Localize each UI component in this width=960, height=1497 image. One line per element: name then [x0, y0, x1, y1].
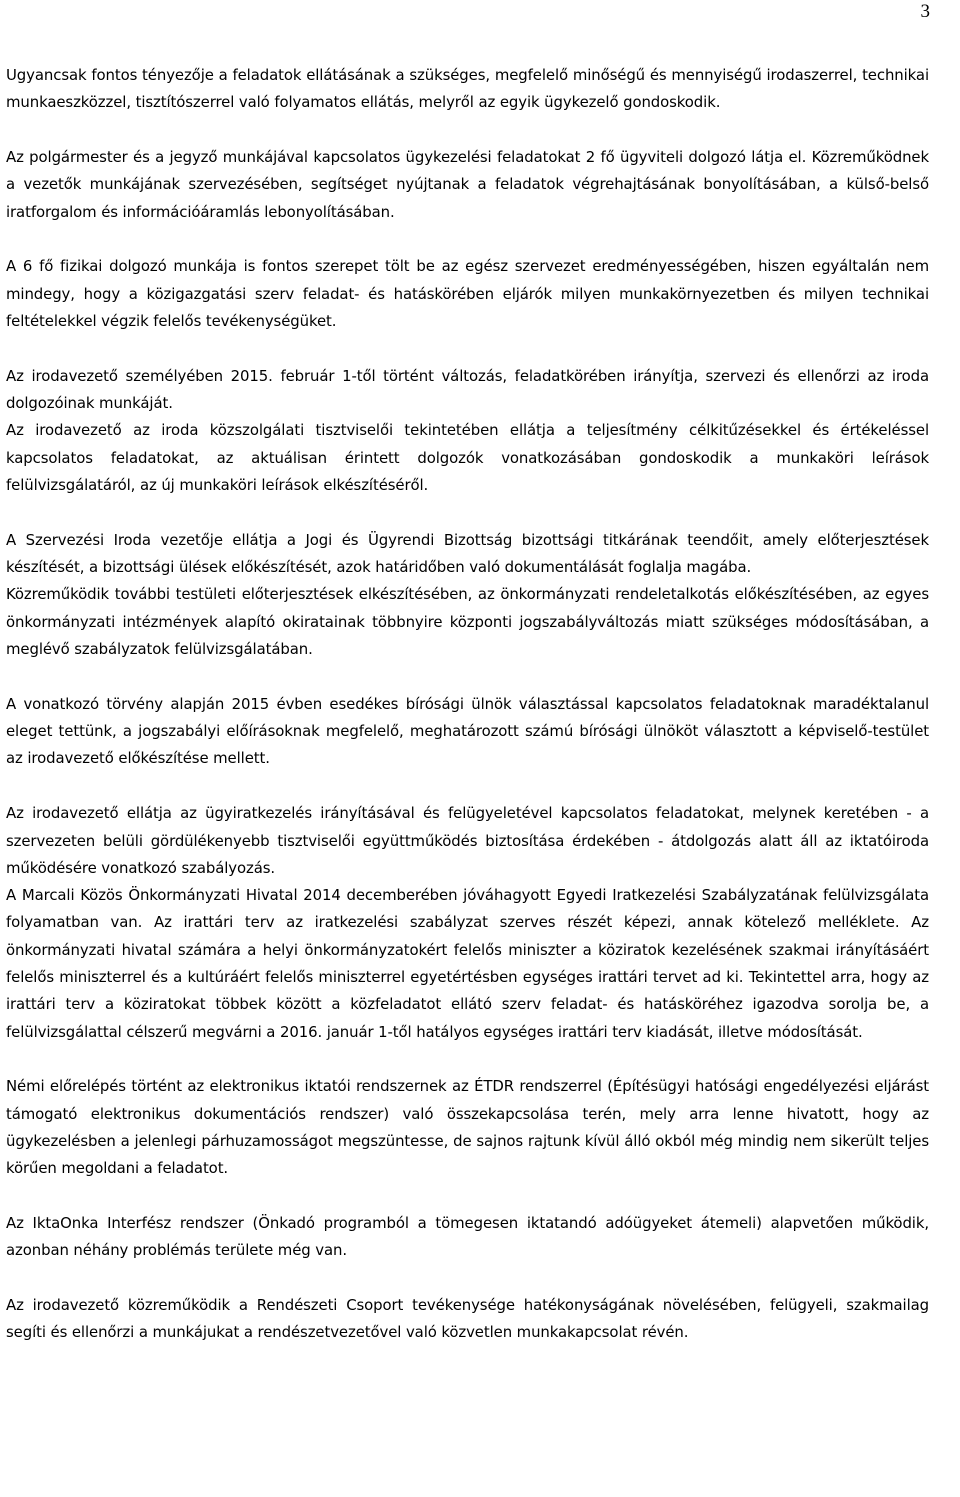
paragraph-6: A Szervezési Iroda vezetője ellátja a Jogi és Ügyrendi Bizottság bizottsági titkárának teendőit, amely előterjesztések készítését, a bizottsági ülések előkészítését, azok határidőben való dokumentálását foglalja magába.	[6, 530, 929, 577]
paragraph-11: Némi előrelépés történt az elektronikus iktatói rendszernek az ÉTDR rendszerrel (Építésügyi hatósági engedélyezési eljárást támogató elektronikus dokumentációs rendszer) való összekapcsolása terén, mely arra lenne hivatott, hogy az ügykezelésben a jelenlegi párhuzamosságot megszüntesse, de sajnos rajtunk kívül álló okból még mindig nem sikerült teljes körűen megoldani a feladatot.	[6, 1077, 929, 1178]
paragraph-5: Az irodavezető az iroda közszolgálati tisztviselői tekintetében ellátja a teljesítmény célkitűzésekkel és értékeléssel kapcsolatos feladatokat, az aktuálisan érintett dolgozók vonatkozásában gondoskodik a munkaköri leírások felülvizsgálatáról, az új munkaköri leírások elkészítéséről.	[6, 421, 929, 495]
paragraph-13: Az irodavezető közreműködik a Rendészeti Csoport tevékenysége hatékonyságának növelésében, felügyeli, szakmailag segíti és ellenőrzi a munkájukat a rendészetvezetővel való közvetlen munkakapcsolat révén.	[6, 1296, 929, 1342]
paragraph-4: Az irodavezető személyében 2015. február 1-től történt változás, feladatkörében irányítja, szervezi és ellenőrzi az iroda dolgozóinak munkáját.	[6, 366, 929, 413]
paragraph-9: Az irodavezető ellátja az ügyiratkezelés irányításával és felügyeletével kapcsolatos feladatokat, melynek keretében - a szervezeten belüli gördülékenyebb tisztviselői együttműködés biztosítása érdekében - átdolgozás alatt áll az iktatóiroda működésére vonatkozó szabályozás.	[6, 804, 929, 877]
paragraph-10: A Marcali Közös Önkormányzati Hivatal 2014 decemberében jóváhagyott Egyedi Iratkezelési Szabályzatának felülvizsgálata folyamatban van. Az irattári terv az iratkezelési szabályzat szerves részét képezi, annak kötelező melléklete. Az önkormányzati hivatal számára a helyi önkormányzatokért felelős miniszter a köziratok kezelésének szakmai irányításáért felelős miniszterrel és a kultúráért felelős miniszterrel egyetértésben egységes irattári tervet ad ki. Tekintettel arra, hogy az irattári terv a köziratokat többek között a közfeladatot ellátó szerv feladat- és hatásköréhez igazodva sorolja be, a felülvizsgálattal célszerű megvárni a 2016. január 1-től hatályos egységes irattári terv kiadását, illetve módosítását.	[6, 886, 929, 1041]
page-number: 3	[920, 1, 930, 22]
paragraph-12: Az IktaOnka Interfész rendszer (Önkadó programból a tömegesen iktatandó adóügyeket átemeli) alapvetően működik, azonban néhány problémás területe még van.	[6, 1214, 929, 1260]
paragraph-8: A vonatkozó törvény alapján 2015 évben esedékes bírósági ülnök választással kapcsolatos feladatoknak maradéktalanul eleget tettünk, a jogszabályi előírásoknak megfelelő, meghatározott számú bírósági ülnököt választott a képviselő-testület az irodavezető előkészítése mellett.	[6, 694, 929, 768]
paragraph-2: Az polgármester és a jegyző munkájával kapcsolatos ügykezelési feladatokat 2 fő ügyviteli dolgozó látja el. Közreműködnek a vezetők munkájának szervezésében, segítséget nyújtanak a feladatok végrehajtásának bonyolításában, a külső-belső iratforgalom és információáramlás lebonyolításában.	[6, 148, 929, 221]
paragraph-3: A 6 fő fizikai dolgozó munkája is fontos szerepet tölt be az egész szervezet eredményességében, hiszen egyáltalán nem mindegy, hogy a közigazgatási szerv feladat- és hatáskörében eljárók milyen munkakörnyezetben és milyen technikai feltételekkel végzik felelős tevékenységüket.	[6, 257, 929, 331]
document-body	[6, 62, 929, 1347]
paragraph-7: Közreműködik további testületi előterjesztések elkészítésében, az önkormányzati rendeletalkotás előkészítésében, az egyes önkormányzati intézmények alapító okiratainak többnyire központi jogszabályváltozás miatt szükséges módosításában, a meglévő szabályzatok felülvizsgálatában.	[6, 585, 929, 659]
paragraph-1: Ugyancsak fontos tényezője a feladatok ellátásának a szükséges, megfelelő minőségű és mennyiségű irodaszerrel, technikai munkaeszközzel, tisztítószerrel való folyamatos ellátás, melyről az egyik ügykezelő gondoskodik.	[6, 66, 929, 112]
